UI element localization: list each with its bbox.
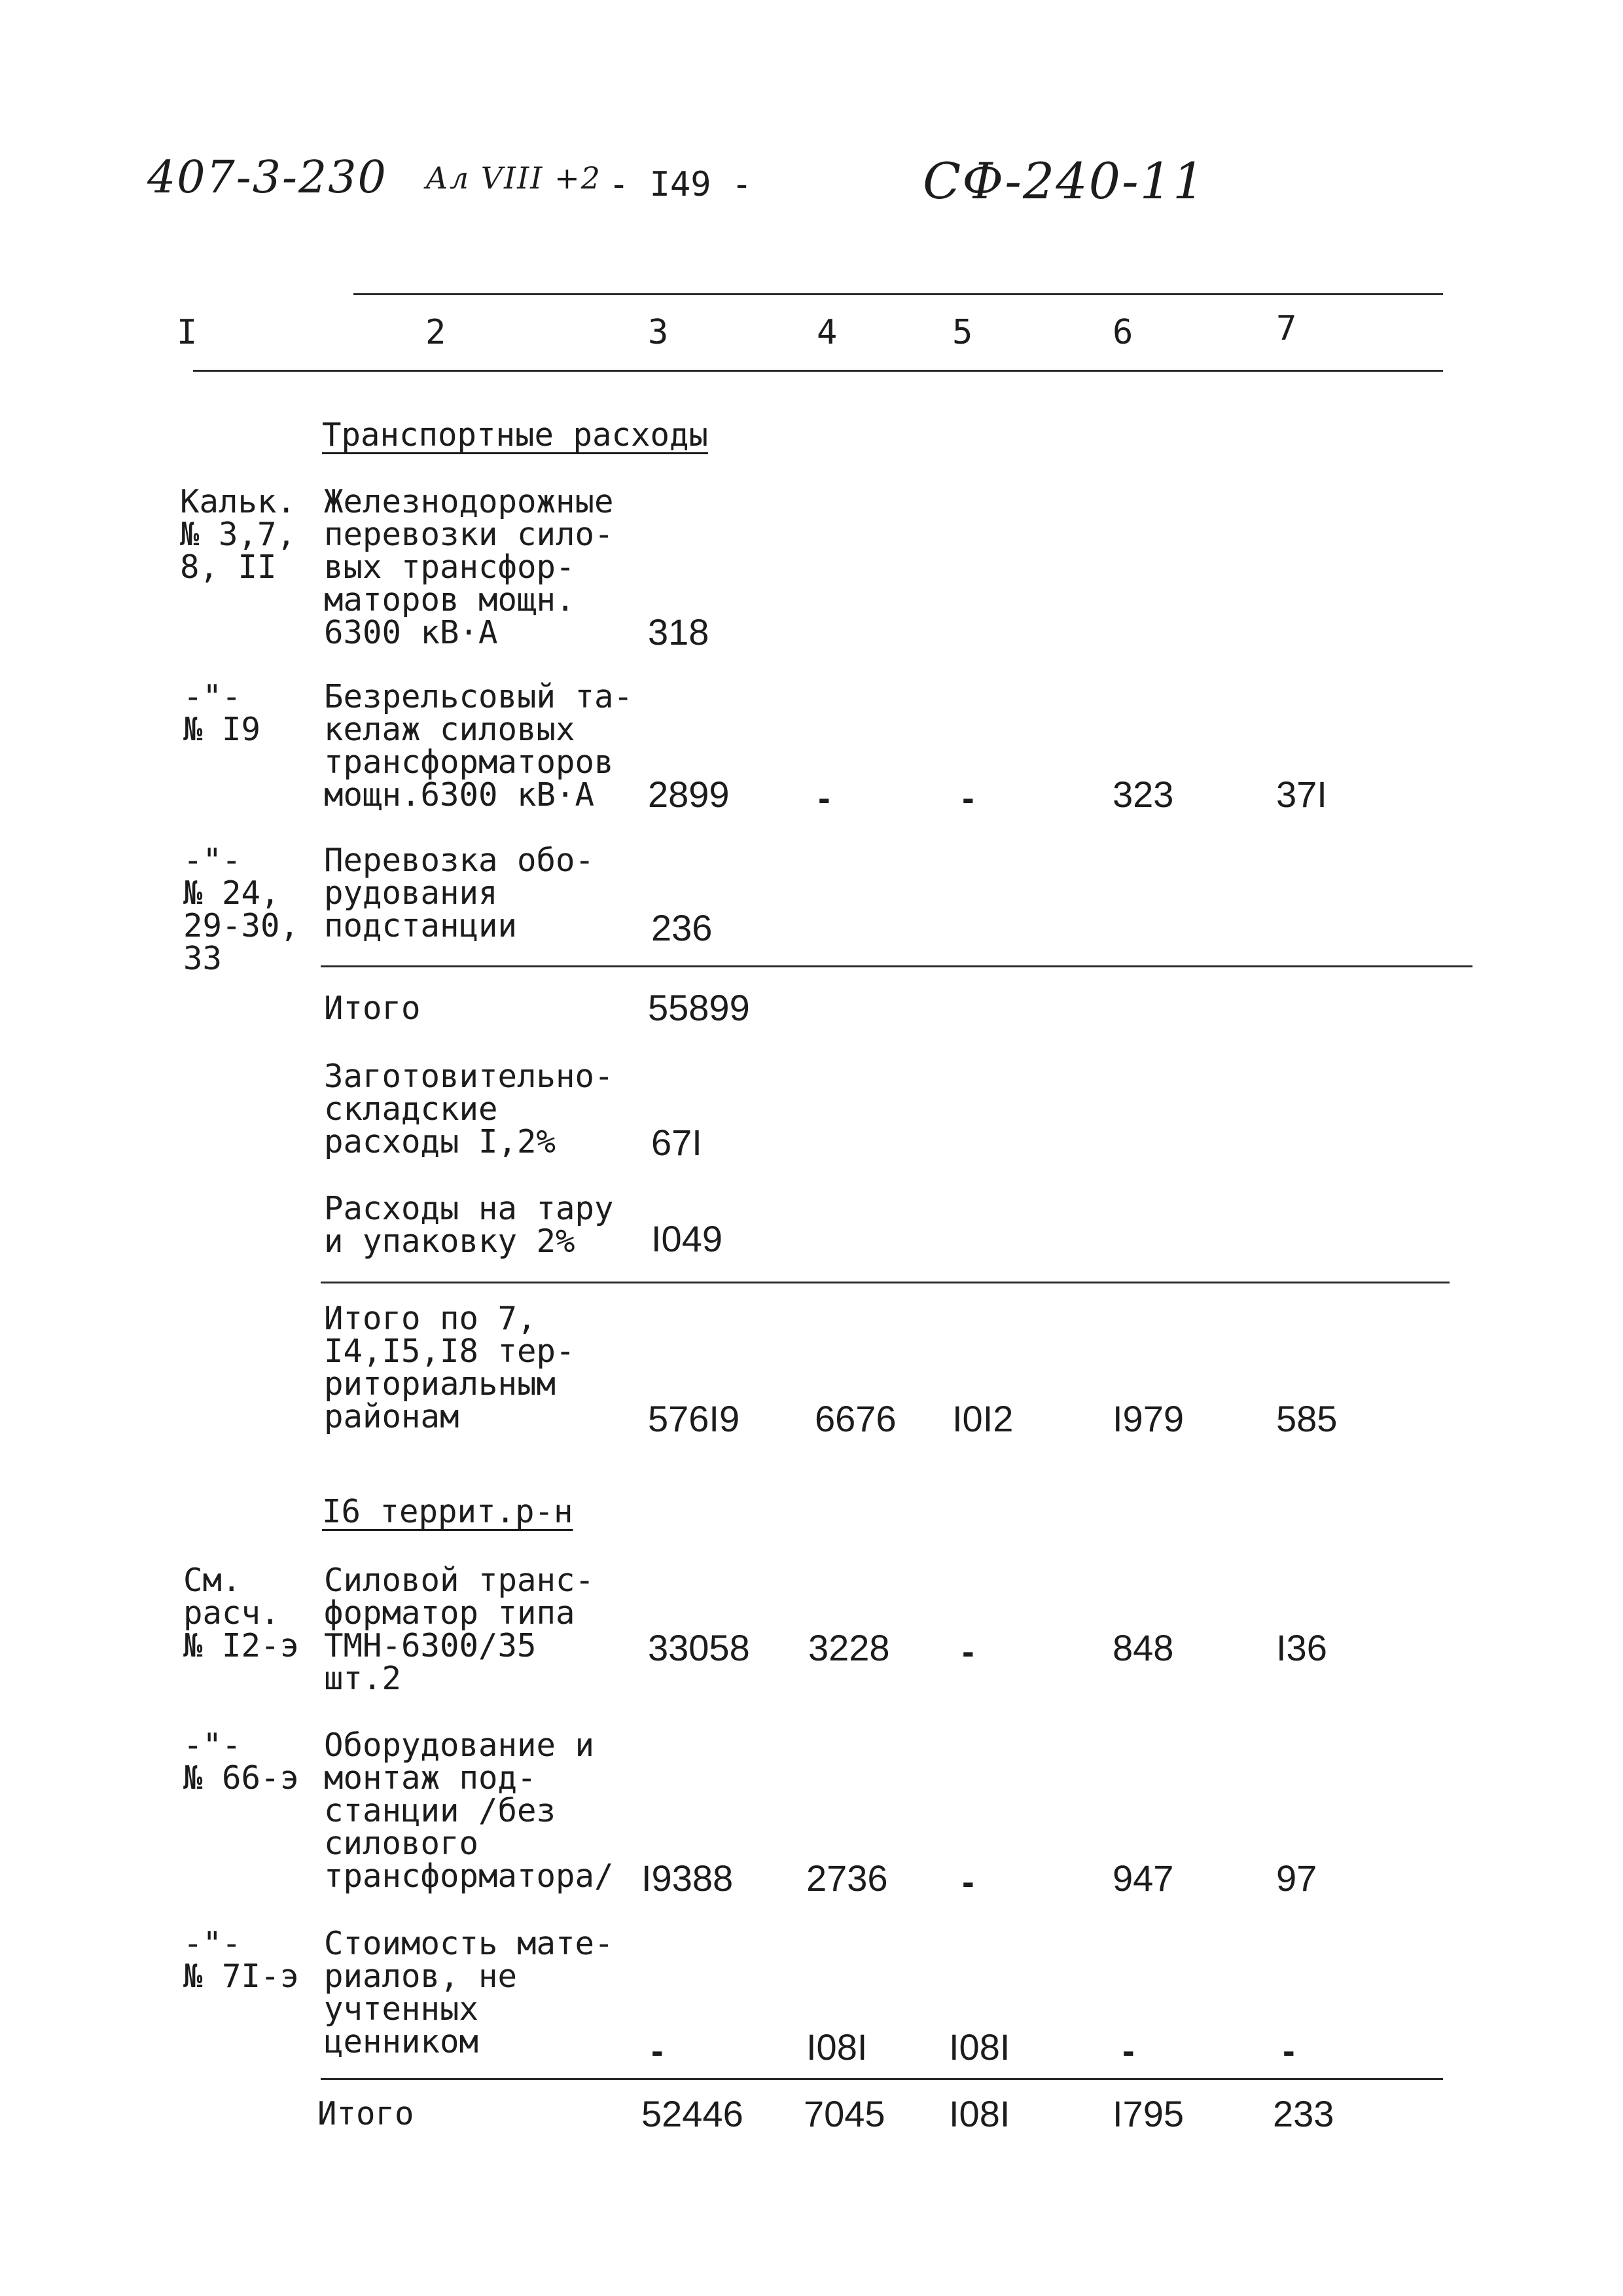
total-rule bbox=[321, 1282, 1450, 1283]
stamp-code: СФ-240-11 bbox=[923, 152, 1206, 210]
row-ref: См. расч. № I2-э bbox=[183, 1562, 300, 1664]
col-num-2: 2 bbox=[425, 313, 446, 352]
section-title: I6 террит.р-н bbox=[322, 1493, 573, 1530]
col-num-4: 4 bbox=[817, 313, 838, 352]
cell-col7: 585 bbox=[1276, 1398, 1338, 1439]
cell-col7: I36 bbox=[1276, 1627, 1327, 1668]
row-ref: Кальк. № 3,7, 8, II bbox=[180, 483, 296, 586]
cell-col6: 947 bbox=[1113, 1857, 1174, 1899]
row-ref: -"- № 7I-э bbox=[183, 1925, 300, 1995]
cell-col3: 52446 bbox=[641, 2093, 743, 2134]
cell-col5: - bbox=[962, 1861, 974, 1902]
cell-col5: I08I bbox=[949, 2026, 1010, 2068]
row-name: Расходы на тару и упаковку 2% bbox=[324, 1190, 614, 1260]
row-name: Железнодорожные перевозки сило- вых трансфор- маторов мощн. 6300 кВ·А bbox=[324, 483, 614, 651]
row-name: Стоимость мате- риалов, не учтенных ценником bbox=[324, 1925, 614, 2060]
sheet-mark: Ал VIII +2 bbox=[425, 160, 601, 196]
doc-code: 407-3-230 bbox=[147, 152, 387, 204]
cell-col4: 6676 bbox=[815, 1398, 897, 1439]
row-name: Заготовительно- складские расходы I,2% bbox=[324, 1058, 614, 1160]
cell-col5: I08I bbox=[949, 2093, 1010, 2134]
cell-col5: - bbox=[962, 1630, 974, 1672]
row-name: Итого bbox=[324, 990, 421, 1027]
row-name: Силовой транс- форматор типа ТМН-6300/35 шт.2 bbox=[324, 1562, 595, 1697]
cell-col3: 576I9 bbox=[648, 1398, 740, 1439]
col-num-6: 6 bbox=[1113, 313, 1133, 352]
cell-col3: I049 bbox=[651, 1218, 722, 1259]
cell-col6: 323 bbox=[1113, 774, 1174, 815]
row-ref: -"- № 24, 29-30, 33 bbox=[183, 842, 300, 977]
section-title: Транспортные расходы bbox=[322, 416, 709, 454]
cell-col3: 33058 bbox=[648, 1627, 750, 1668]
col-num-3: 3 bbox=[648, 313, 669, 352]
page-number: - I49 - bbox=[609, 165, 753, 204]
cell-col3: I9388 bbox=[641, 1857, 734, 1899]
cell-col3: 55899 bbox=[648, 987, 750, 1028]
subtotal-rule bbox=[321, 965, 1472, 967]
cell-col5: - bbox=[962, 777, 974, 818]
cell-col6: - bbox=[1122, 2030, 1135, 2071]
cell-col3: 2899 bbox=[648, 774, 730, 815]
cell-col7: 233 bbox=[1273, 2093, 1334, 2134]
cell-col4: 7045 bbox=[804, 2093, 885, 2134]
header-bottom-rule bbox=[193, 370, 1443, 372]
col-num-7: 7 bbox=[1276, 309, 1297, 348]
cell-col7: - bbox=[1283, 2030, 1295, 2071]
cell-col6: I979 bbox=[1113, 1398, 1184, 1439]
row-name: Перевозка обо- рудования подстанции bbox=[324, 842, 595, 944]
cell-col4: 3228 bbox=[808, 1627, 890, 1668]
row-name: Оборудование и монтаж под- станции /без силового трансформатора/ bbox=[324, 1727, 614, 1895]
cell-col3: 236 bbox=[651, 907, 713, 948]
cell-col3: 67I bbox=[651, 1122, 702, 1163]
row-name: Безрельсовый та- келаж силовых трансформаторов мощн.6300 кВ·А bbox=[324, 678, 633, 814]
cell-col6: 848 bbox=[1113, 1627, 1174, 1668]
row-name: Итого bbox=[317, 2095, 414, 2132]
col-num-5: 5 bbox=[952, 313, 973, 352]
cell-col6: I795 bbox=[1113, 2093, 1184, 2134]
col-num-1: I bbox=[177, 313, 198, 352]
row-ref: -"- № 66-э bbox=[183, 1727, 300, 1797]
row-ref: -"- № I9 bbox=[183, 678, 261, 748]
cell-col4: I08I bbox=[806, 2026, 868, 2068]
cell-col5: I0I2 bbox=[952, 1398, 1014, 1439]
cell-col7: 97 bbox=[1276, 1857, 1317, 1899]
final-total-rule bbox=[321, 2078, 1443, 2080]
cell-col3: - bbox=[651, 2030, 664, 2071]
header-top-rule bbox=[353, 293, 1443, 295]
cell-col4: 2736 bbox=[806, 1857, 888, 1899]
cell-col3: 318 bbox=[648, 611, 709, 653]
cell-col7: 37I bbox=[1276, 774, 1327, 815]
cell-col4: - bbox=[818, 777, 830, 818]
row-name: Итого по 7, I4,I5,I8 тер- риториальным районам bbox=[324, 1300, 575, 1435]
